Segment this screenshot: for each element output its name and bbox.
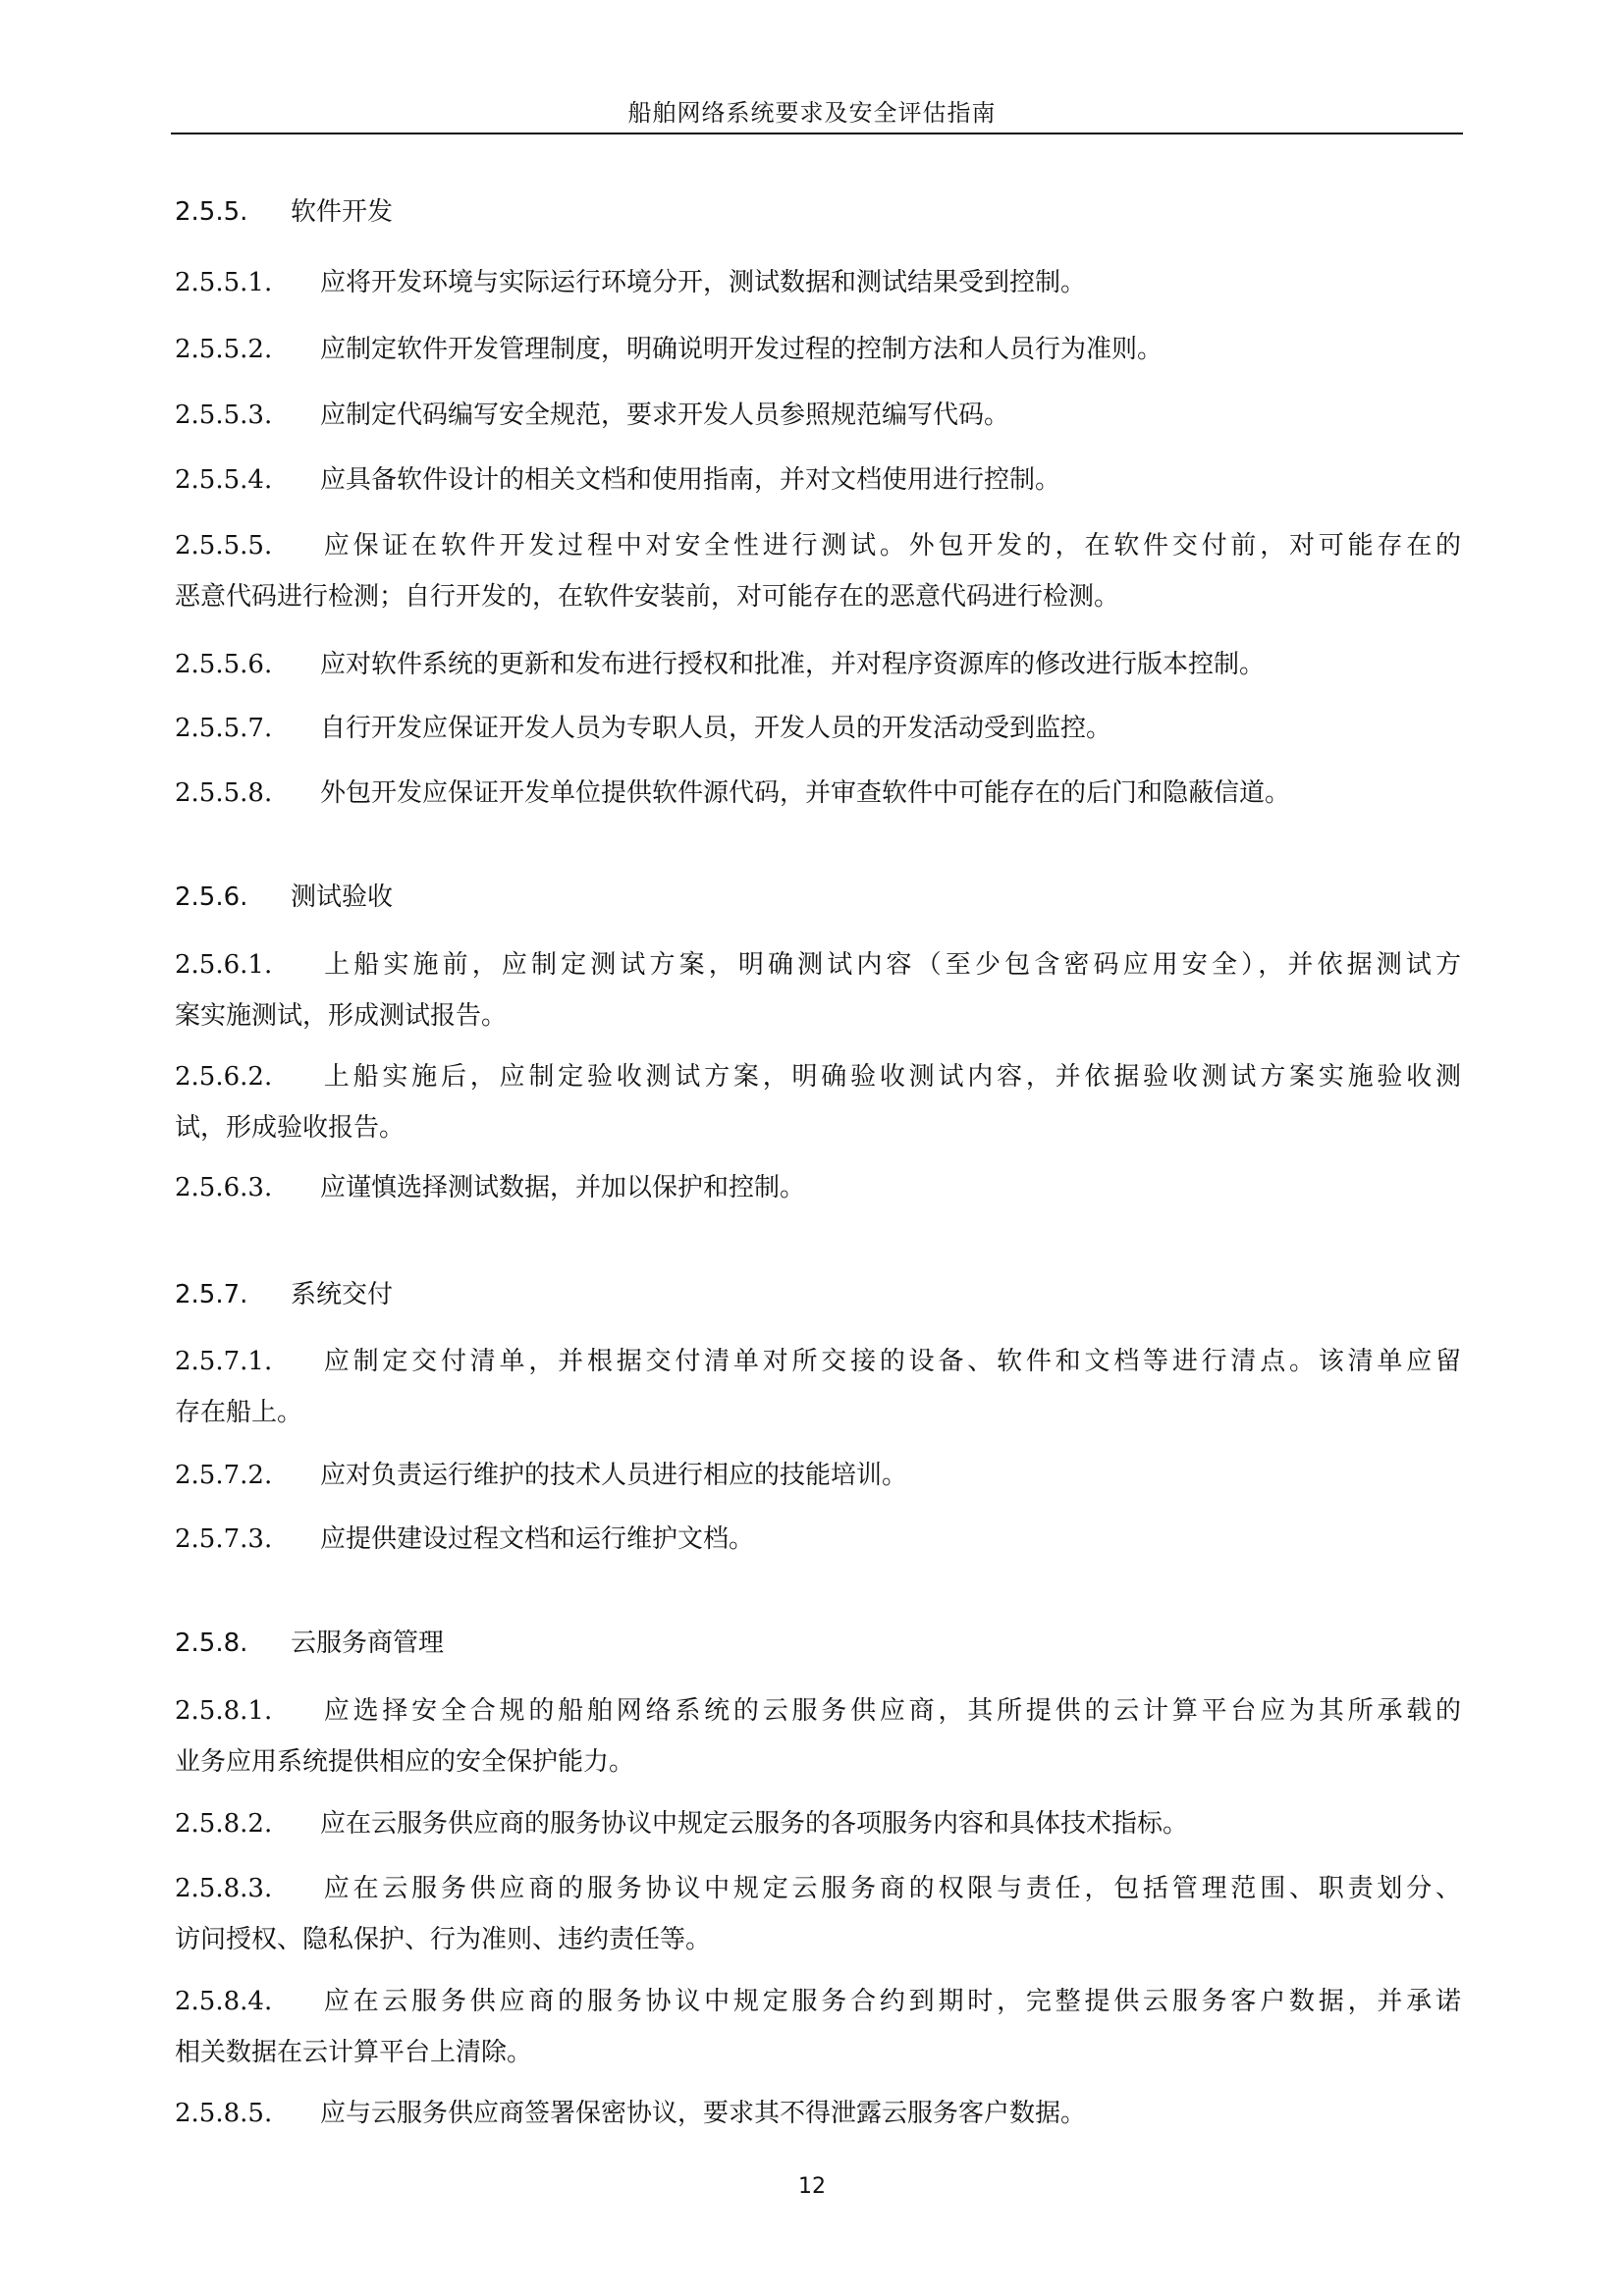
- section-title: 测试验收: [291, 882, 394, 912]
- clause-number: 2.5.5.2.: [175, 335, 273, 364]
- section-title: 系统交付: [291, 1280, 394, 1309]
- clause-text-line-1: 上船实施后，应制定验收测试方案，明确验收测试内容，并依据验收测试方案实施验收测: [320, 1062, 1461, 1092]
- clause-text-line-2: 业务应用系统提供相应的安全保护能力。: [175, 1747, 635, 1777]
- clause-2-5-7-1: [175, 1336, 1461, 1438]
- clause-2-5-7-2: [175, 1450, 1461, 1501]
- clause-text-line-2: 存在船上。: [175, 1398, 303, 1427]
- section-heading-2-5-5: [175, 196, 393, 228]
- clause-2-5-8-1: [175, 1685, 1461, 1788]
- clause-2-5-5-8: [175, 768, 1461, 819]
- clause-number: 2.5.8.5.: [175, 2099, 273, 2128]
- clause-number: 2.5.5.5.: [175, 531, 273, 561]
- section-title: 软件开发: [291, 197, 394, 227]
- section-number: 2.5.7.: [175, 1280, 248, 1309]
- clause-2-5-5-1: [175, 257, 1461, 308]
- running-header-title: 船舶网络系统要求及安全评估指南: [627, 99, 997, 127]
- clause-number: 2.5.7.2.: [175, 1461, 273, 1490]
- clause-text-line-1: 应保证在软件开发过程中对安全性进行测试。外包开发的，在软件交付前，对可能存在的: [320, 531, 1461, 561]
- clause-2-5-5-2: [175, 324, 1461, 375]
- clause-text: 应提供建设过程文档和运行维护文档。: [320, 1524, 755, 1554]
- clause-2-5-6-1: [175, 939, 1461, 1041]
- clause-text: 应制定软件开发管理制度，明确说明开发过程的控制方法和人员行为准则。: [320, 335, 1164, 364]
- clause-2-5-5-6: [175, 639, 1461, 690]
- clause-text-line-2: 案实施测试，形成测试报告。: [175, 1001, 508, 1031]
- clause-text-line-2: 相关数据在云计算平台上清除。: [175, 2038, 533, 2067]
- clause-text-line-1: 应在云服务供应商的服务协议中规定服务合约到期时，完整提供云服务客户数据，并承诺: [320, 1987, 1461, 2016]
- section-number: 2.5.6.: [175, 882, 248, 912]
- clause-2-5-5-5: [175, 520, 1461, 622]
- clause-2-5-8-3: [175, 1863, 1461, 1965]
- clause-number: 2.5.8.1.: [175, 1696, 273, 1726]
- section-heading-2-5-6: [175, 881, 393, 913]
- clause-text-line-1: 应在云服务供应商的服务协议中规定云服务商的权限与责任，包括管理范围、职责划分、: [320, 1874, 1461, 1903]
- clause-number: 2.5.8.3.: [175, 1874, 273, 1903]
- clause-text: 应将开发环境与实际运行环境分开，测试数据和测试结果受到控制。: [320, 268, 1087, 297]
- clause-number: 2.5.5.7.: [175, 714, 273, 743]
- clause-2-5-7-3: [175, 1514, 1461, 1565]
- clause-text: 应对软件系统的更新和发布进行授权和批准，并对程序资源库的修改进行版本控制。: [320, 650, 1266, 679]
- clause-2-5-5-3: [175, 390, 1461, 441]
- page-number: 12: [798, 2174, 826, 2199]
- clause-2-5-8-2: [175, 1798, 1461, 1849]
- clause-text-line-1: 上船实施前，应制定测试方案，明确测试内容（至少包含密码应用安全），并依据测试方: [320, 950, 1461, 980]
- clause-text: 应对负责运行维护的技术人员进行相应的技能培训。: [320, 1461, 908, 1490]
- clause-text: 应具备软件设计的相关文档和使用指南，并对文档使用进行控制。: [320, 465, 1061, 495]
- section-heading-2-5-7: [175, 1279, 393, 1310]
- clause-number: 2.5.6.3.: [175, 1173, 273, 1202]
- clause-text-line-1: 应选择安全合规的船舶网络系统的云服务供应商，其所提供的云计算平台应为其所承载的: [320, 1696, 1461, 1726]
- header-divider: [171, 133, 1463, 134]
- clause-2-5-6-3: [175, 1162, 1461, 1213]
- clause-text: 应与云服务供应商签署保密协议，要求其不得泄露云服务客户数据。: [320, 2099, 1087, 2128]
- clause-text: 应制定代码编写安全规范，要求开发人员参照规范编写代码。: [320, 400, 1010, 430]
- clause-number: 2.5.5.1.: [175, 268, 273, 297]
- clause-text: 应谨慎选择测试数据，并加以保护和控制。: [320, 1173, 806, 1202]
- clause-text-line-2: 恶意代码进行检测；自行开发的，在软件安装前，对可能存在的恶意代码进行检测。: [175, 582, 1120, 612]
- clause-2-5-6-2: [175, 1051, 1461, 1153]
- clause-text-line-2: 试，形成验收报告。: [175, 1113, 406, 1143]
- clause-number: 2.5.7.3.: [175, 1524, 273, 1554]
- section-heading-2-5-8: [175, 1628, 444, 1659]
- section-number: 2.5.5.: [175, 197, 248, 227]
- clause-number: 2.5.5.8.: [175, 778, 273, 808]
- clause-text: 自行开发应保证开发人员为专职人员，开发人员的开发活动受到监控。: [320, 714, 1112, 743]
- clause-number: 2.5.6.2.: [175, 1062, 273, 1092]
- clause-number: 2.5.8.4.: [175, 1987, 273, 2016]
- clause-number: 2.5.6.1.: [175, 950, 273, 980]
- clause-number: 2.5.8.2.: [175, 1809, 273, 1839]
- clause-2-5-8-5: [175, 2088, 1461, 2139]
- clause-text-line-1: 应制定交付清单，并根据交付清单对所交接的设备、软件和文档等进行清点。该清单应留: [320, 1347, 1461, 1376]
- section-number: 2.5.8.: [175, 1629, 248, 1658]
- clause-2-5-5-7: [175, 703, 1461, 754]
- clause-number: 2.5.5.6.: [175, 650, 273, 679]
- clause-number: 2.5.5.4.: [175, 465, 273, 495]
- clause-2-5-8-4: [175, 1976, 1461, 2078]
- clause-text: 外包开发应保证开发单位提供软件源代码，并审查软件中可能存在的后门和隐蔽信道。: [320, 778, 1291, 808]
- clause-number: 2.5.7.1.: [175, 1347, 273, 1376]
- clause-text: 应在云服务供应商的服务协议中规定云服务的各项服务内容和具体技术指标。: [320, 1809, 1189, 1839]
- clause-number: 2.5.5.3.: [175, 400, 273, 430]
- clause-2-5-5-4: [175, 454, 1461, 506]
- section-title: 云服务商管理: [291, 1629, 445, 1658]
- clause-text-line-2: 访问授权、隐私保护、行为准则、违约责任等。: [175, 1925, 712, 1954]
